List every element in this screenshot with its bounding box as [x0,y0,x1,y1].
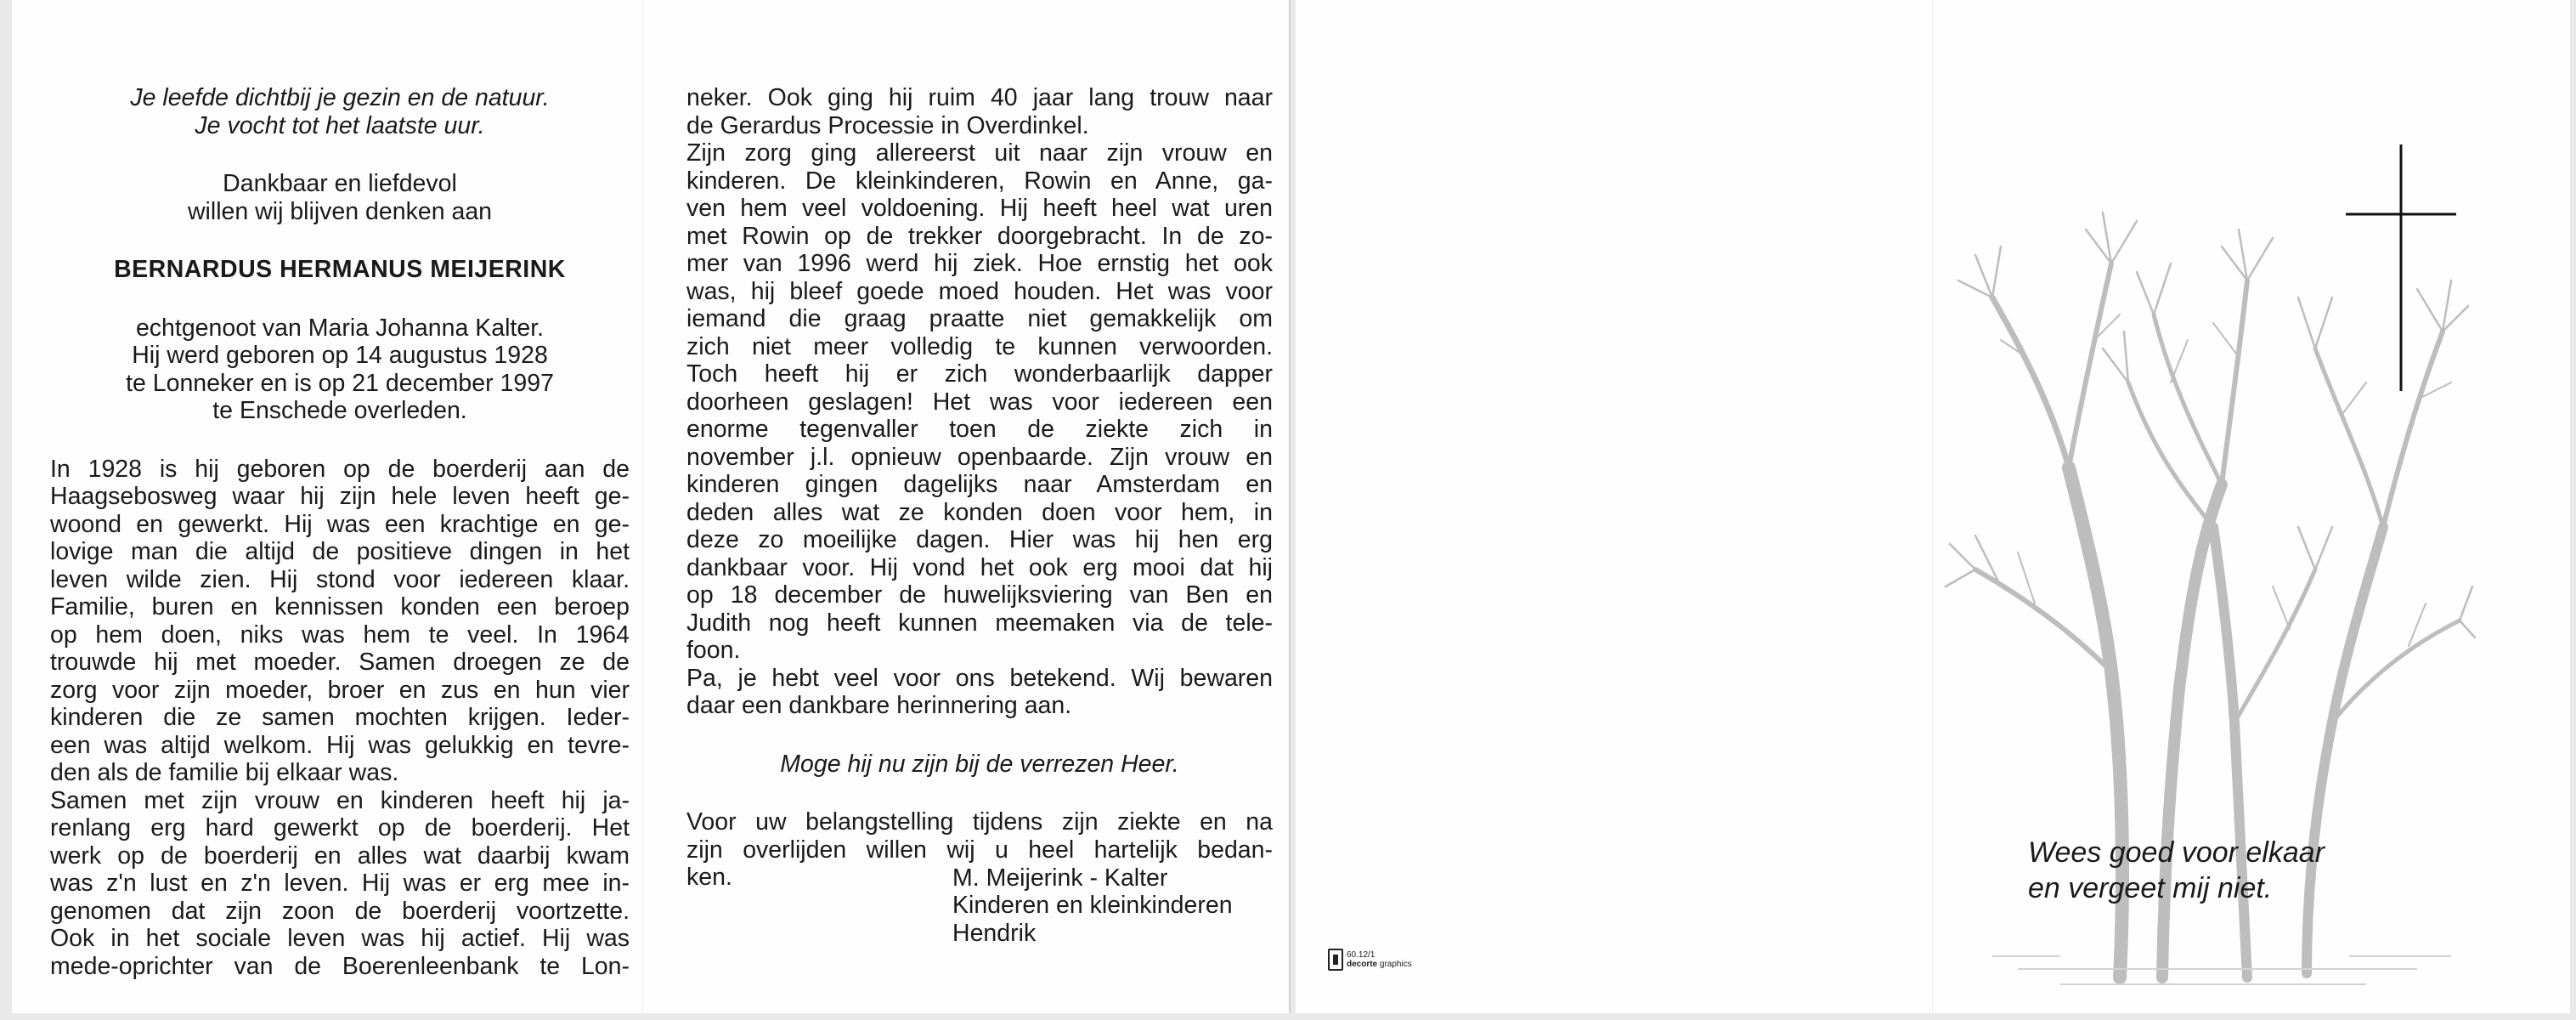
body-line: In 1928 is hij geboren op de boerderij aan de [50,455,630,483]
body-line: de Gerardus Processie in Overdinkel. [686,111,1089,139]
thanks-line: ken. [686,864,732,891]
memory-text [50,170,630,225]
body-line: zich niet meer volledig te kunnen verwoorden. [686,332,1273,360]
signature-block [952,864,1273,948]
body-line: november j.l. opnieuw openbaarde. Zijn vrouw en [686,443,1273,471]
body-line: was, hij bleef goede moed houden. Het was voor [686,277,1273,305]
fold-line [1932,0,1933,1013]
body-line: genomen dat zijn zoon de boerderij voortzette. [50,897,630,925]
body-line: Pa, je hebt veel voor ons betekend. Wij bewaren [686,664,1273,692]
body-line: deze zo moeilijke dagen. Hier was hij hen erg [686,526,1273,553]
body-line: leven wilde zien. Hij stond voor iedereen klaar. [50,565,630,593]
middle-column [686,84,1273,947]
body-line: Samen met zijn vrouw en kinderen heeft hij ja- [50,786,630,814]
biography-text [50,456,630,981]
deceased-name: BERNARDUS HERMANUS MEIJERINK [114,256,566,283]
logo-brand: decorte [1347,960,1378,969]
body-line: deden alles wat ze konden doen voor hem, in [686,498,1273,526]
detail-line: te Enschede overleden. [212,397,467,424]
detail-line: te Lonneker en is op 21 december 1997 [126,369,554,397]
body-line: Toch heeft hij er zich wonderbaarlijk dapper [686,360,1273,388]
body-line: trouwde hij met moeder. Samen droegen ze de [50,649,630,676]
cross-icon [2346,144,2456,391]
body-line: lovige man die altijd de positieve dingen in het [50,538,630,565]
fold-line [642,0,643,1013]
body-line: iemand die graag praatte niet gemakkelijk om [686,305,1273,332]
body-line: enorme tegenvaller toen de ziekte zich in [686,416,1273,443]
body-line: Familie, buren en kennissen konden een beroep [50,593,630,620]
body-line: was z'n lust en z'n leven. Hij was er erg mee in- [50,870,630,897]
poem-line: Je leefde dichtbij je gezin en de natuur. [130,84,550,111]
body-line: neker. Ook ging hij ruim 40 jaar lang trouw naar [686,84,1273,111]
body-line: kinderen die ze samen mochten krijgen. Ieder- [50,704,630,731]
signature-line: M. Meijerink - Kalter [952,864,1168,892]
body-line: mer van 1996 werd hij ziek. Hoe ernstig het ook [686,250,1273,277]
body-line: kinderen. De kleinkinderen, Rowin en Anne, ga- [686,167,1273,195]
body-line: Zijn zorg ging allereerst uit naar zijn vrouw en [686,139,1273,167]
memory-line: willen wij blijven denken aan [187,197,493,225]
logo-code: 60.12/1 [1347,950,1376,960]
body-line: daar een dankbare herinnering aan. [686,692,1072,719]
body-line: renlang erg hard gewerkt op de boerderij. Het [50,814,630,842]
body-line: zorg voor zijn moeder, broer en zus en hun vier [50,676,630,704]
poem [50,84,630,139]
detail-line: echtgenoot van Maria Johanna Kalter. [135,314,545,342]
body-line: dankbaar voor. Hij vond het ook erg mooi dat hij [686,553,1273,581]
body-line: mede-oprichter van de Boerenleenbank te Lon- [50,952,630,980]
logo-suffix: graphics [1379,960,1412,969]
body-line: werk op de boerderij en alles wat daarbij kwam [50,842,630,870]
body-line: woond en gewerkt. Hij was een krachtige en ge- [50,510,630,538]
thanks-line: zijn overlijden willen wij u heel hartelijk bedan- [686,836,1273,864]
body-line: kinderen gingen dagelijks naar Amsterdam en [686,471,1273,498]
body-line: op hem doen, niks was hem te veel. In 1964 [50,620,630,649]
card-inside [12,0,1291,1013]
decorte-logo-icon [1328,949,1343,971]
body-line: foon. [686,637,741,664]
left-column [50,84,630,980]
body-line: Ook in het sociale leven was hij actief. Hij was [50,925,630,952]
life-details [50,314,630,425]
prayer-line: Moge hij nu zijn bij de verrezen Heer. [780,750,1179,778]
printer-logo [1328,949,1412,971]
motto-line: en vergeet mij niet. [2028,872,2273,904]
memory-line: Dankbaar en liefdevol [223,170,457,197]
card-outside [1296,0,2570,1013]
body-line: Haagsebosweg waar hij zijn hele leven heeft ge- [50,483,630,510]
body-line: Judith nog heeft kunnen meemaken via de tele- [686,609,1273,637]
poem-line: Je vocht tot het laatste uur. [195,111,485,139]
body-line: den als de familie bij elkaar was. [50,759,399,786]
detail-line: Hij werd geboren op 14 augustus 1928 [132,342,548,369]
signature-line: Kinderen en kleinkinderen [952,892,1233,919]
thanks-line: Voor uw belangstelling tijdens zijn ziekte en na [686,808,1273,836]
biography-continued [686,84,1273,720]
body-line: doorheen geslagen! Het was voor iedereen een [686,388,1273,416]
body-line: ven hem veel voldoening. Hij heeft heel wat uren [686,195,1273,222]
body-line: met Rowin op de trekker doorgebracht. In de zo- [686,222,1273,250]
motto [2028,835,2325,906]
signature-line: Hendrik [952,919,1037,947]
body-line: een was altijd welkom. Hij was gelukkig en tevre- [50,731,630,759]
motto-line: Wees goed voor elkaar [2028,836,2325,869]
body-line: op 18 december de huwelijksviering van Ben en [686,581,1273,609]
